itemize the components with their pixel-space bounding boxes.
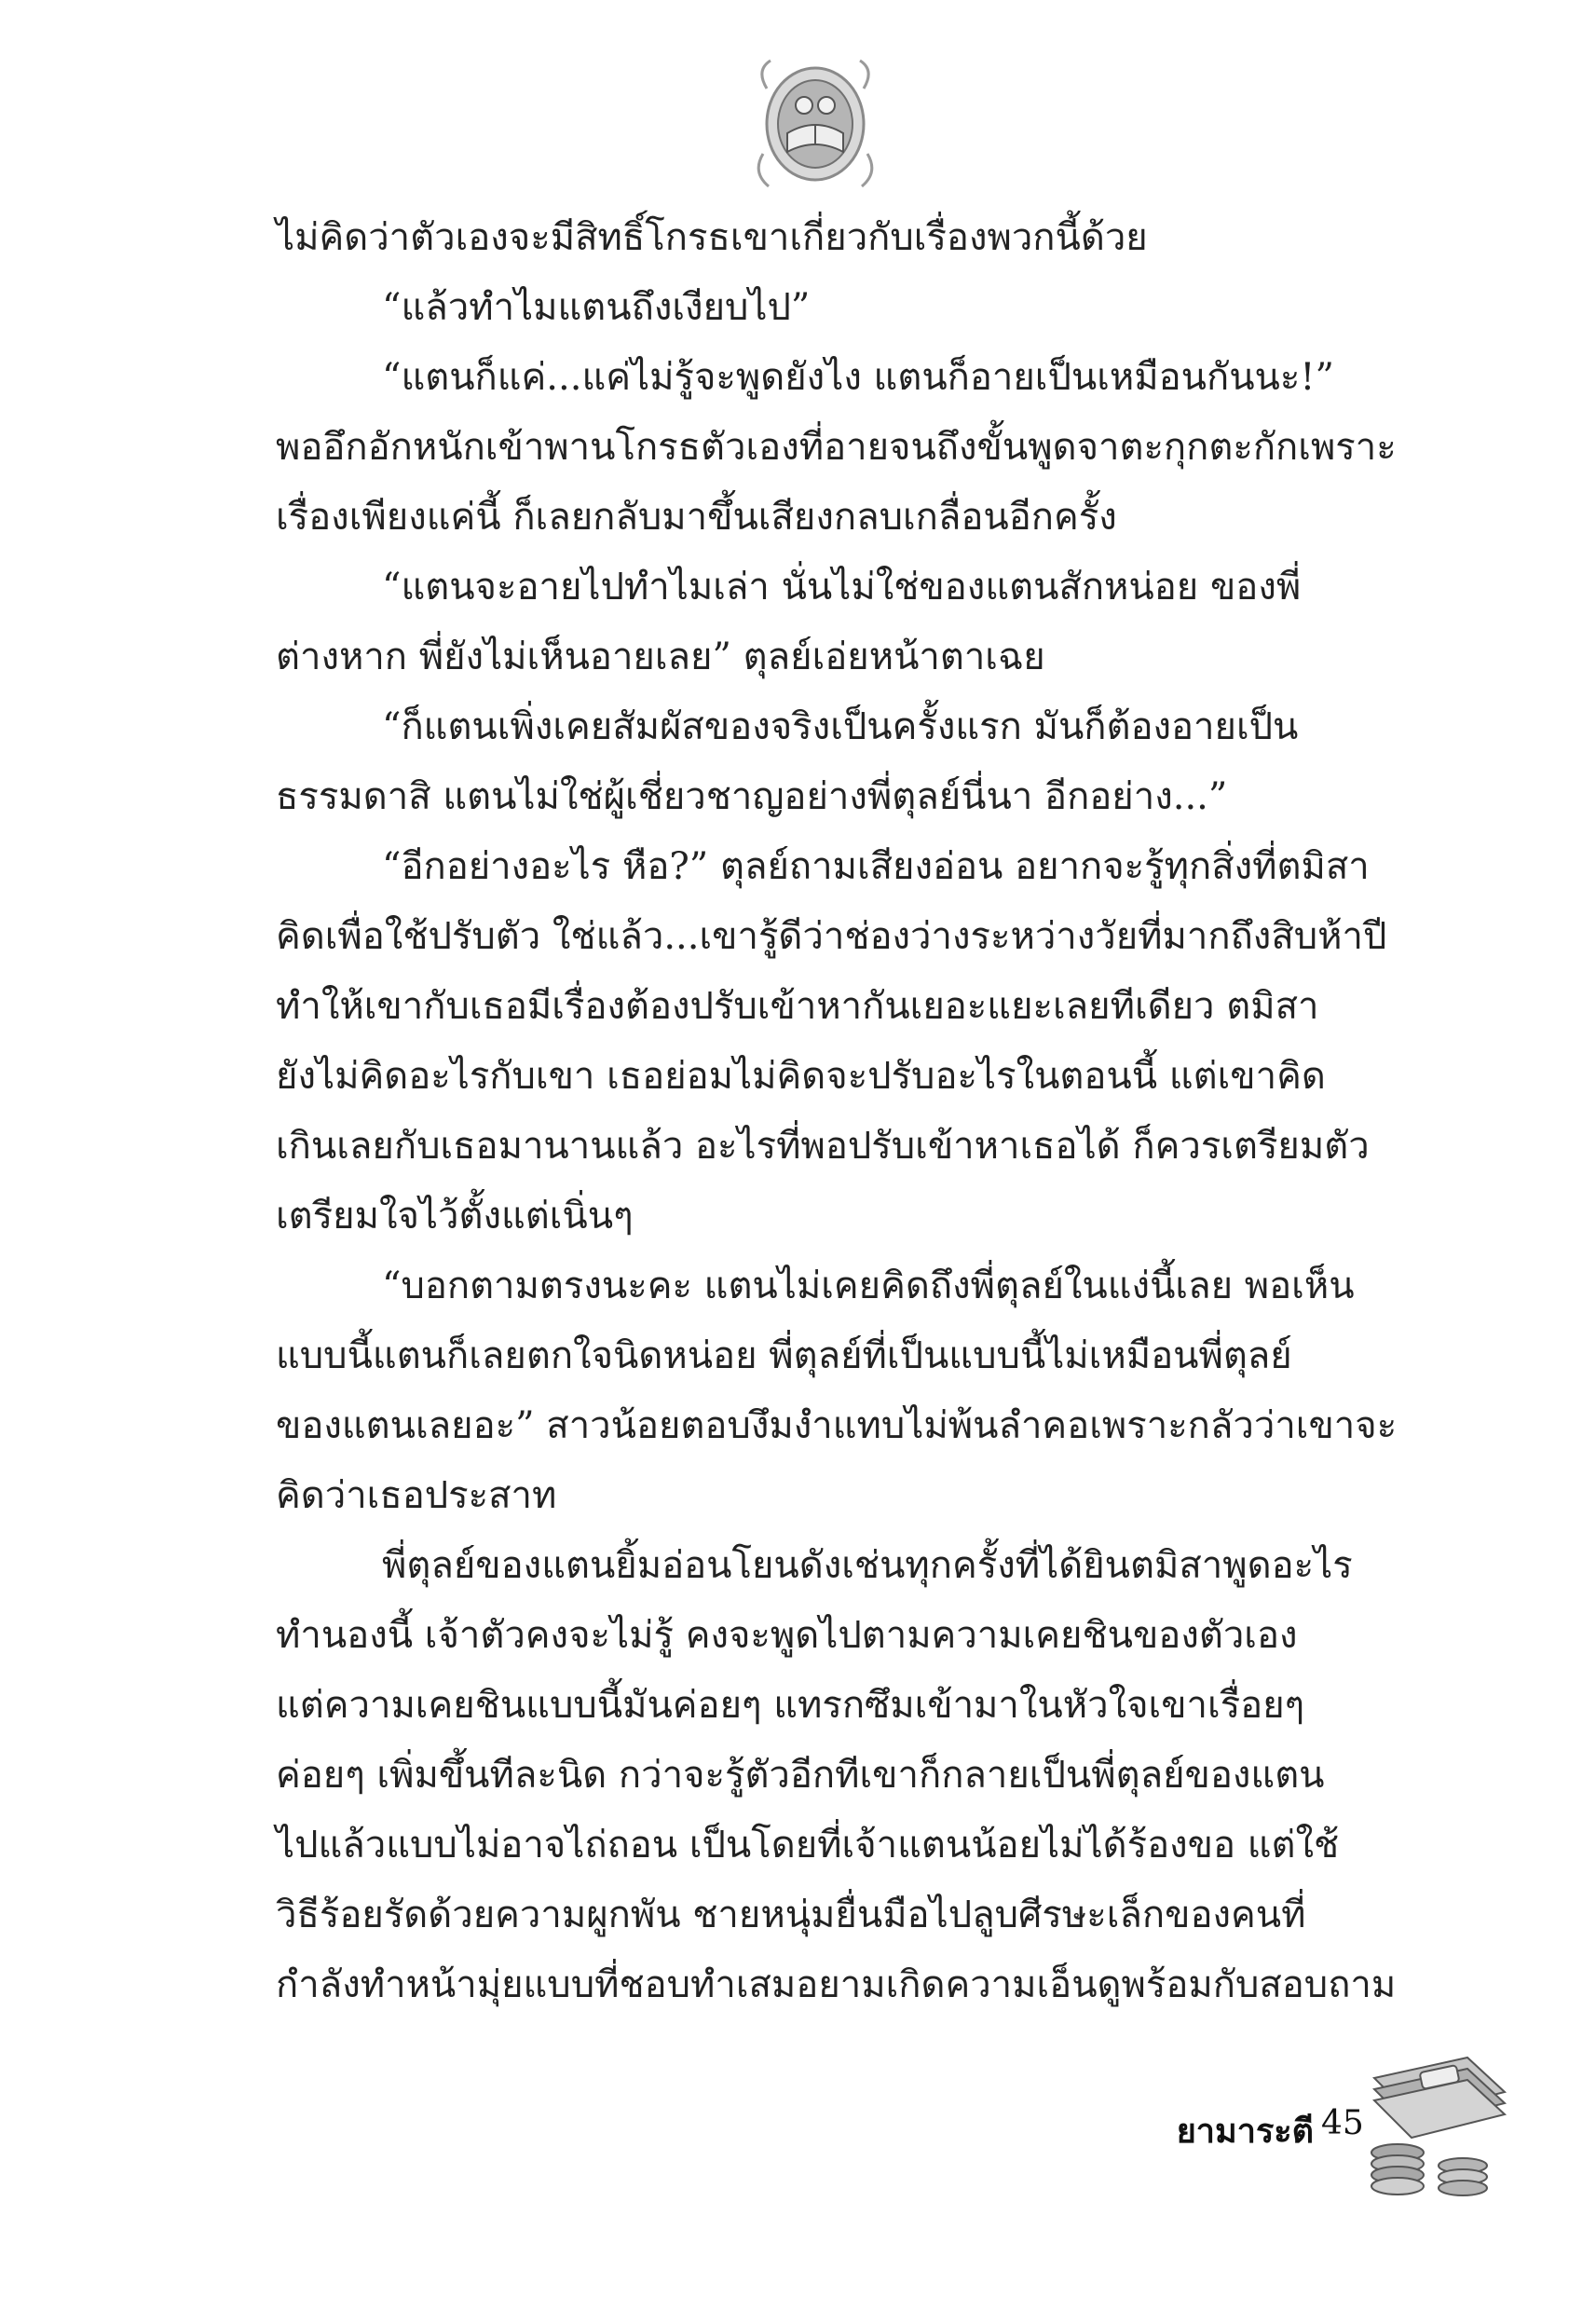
text-line: ค่อยๆ เพิ่มขึ้นทีละนิด กว่าจะรู้ตัวอีกทีเขาก็กลายเป็นพี่ตุลย์ของแตน (276, 1754, 1325, 1797)
money-stack-icon (1356, 2041, 1514, 2208)
running-title: ยามาระตี (1176, 2112, 1314, 2151)
text-line: “บอกตามตรงนะคะ แตนไม่เคยคิดถึงพี่ตุลย์ในแง่นี้เลย พอเห็น (382, 1265, 1355, 1307)
text-line: เกินเลยกับเธอมานานแล้ว อะไรที่พอปรับเข้าหาเธอได้ ก็ควรเตรียมตัว (276, 1125, 1370, 1168)
text-line: ต่างหาก พี่ยังไม่เห็นอายเลย” ตุลย์เอ่ยหน้าตาเฉย (276, 636, 1045, 678)
text-line: ไปแล้วแบบไม่อาจไถ่ถอน เป็นโดยที่เจ้าแตนน้อยไม่ได้ร้องขอ แต่ใช้ (276, 1824, 1340, 1867)
text-line: เรื่องเพียงแค่นี้ ก็เลยกลับมาขึ้นเสียงกลบเกลื่อนอีกครั้ง (276, 496, 1117, 539)
text-line: วิธีร้อยรัดด้วยความผูกพัน ชายหนุ่มยื่นมือไปลูบศีรษะเล็กของคนที่ (276, 1894, 1306, 1936)
text-line: ธรรมดาสิ แตนไม่ใช่ผู้เชี่ยวชาญอย่างพี่ตุลย์นี่นา อีกอย่าง...” (276, 775, 1228, 818)
text-line: พออึกอักหนักเข้าพานโกรธตัวเองที่อายจนถึงขั้นพูดจาตะกุกตะกักเพราะ (276, 426, 1397, 469)
text-line: แต่ความเคยชินแบบนี้มันค่อยๆ แทรกซึมเข้ามาในหัวใจเขาเรื่อยๆ (276, 1684, 1305, 1727)
text-line: แบบนี้แตนก็เลยตกใจนิดหน่อย พี่ตุลย์ที่เป็นแบบนี้ไม่เหมือนพี่ตุลย์ (276, 1334, 1292, 1377)
text-line: ไม่คิดว่าตัวเองจะมีสิทธิ์โกรธเขาเกี่ยวกับเรื่องพวกนี้ด้วย (276, 216, 1148, 259)
text-line: ยังไม่คิดอะไรกับเขา เธอย่อมไม่คิดจะปรับอะไรในตอนนี้ แต่เขาคิด (276, 1055, 1326, 1098)
text-line: ทำให้เขากับเธอมีเรื่องต้องปรับเข้าหากันเยอะแยะเลยทีเดียว ตมิสา (276, 985, 1319, 1028)
text-line: “แตนก็แค่...แค่ไม่รู้จะพูดยังไง แตนก็อายเป็นเหมือนกันนะ!” (382, 356, 1334, 399)
text-line: ของแตนเลยอะ” สาวน้อยตอบงึมงำแทบไม่พ้นลำคอเพราะกลัวว่าเขาจะ (276, 1404, 1398, 1447)
text-line: “อีกอย่างอะไร หือ?” ตุลย์ถามเสียงอ่อน อยากจะรู้ทุกสิ่งที่ตมิสา (382, 845, 1370, 888)
story-text (276, 203, 1416, 2020)
text-line: “ก็แตนเพิ่งเคยสัมผัสของจริงเป็นครั้งแรก มันก็ต้องอายเป็น (382, 705, 1299, 748)
page-number: 45 (1321, 2104, 1364, 2142)
text-line: “แตนจะอายไปทำไมเล่า นั่นไม่ใช่ของแตนสักหน่อย ของพี่ (382, 566, 1302, 609)
ornamental-book-emblem-icon (750, 51, 880, 200)
text-line: “แล้วทำไมแตนถึงเงียบไป” (382, 286, 811, 329)
text-line: ทำนองนี้ เจ้าตัวคงจะไม่รู้ คงจะพูดไปตามความเคยชินของตัวเอง (276, 1614, 1298, 1657)
text-line: กำลังทำหน้ามุ่ยแบบที่ชอบทำเสมอยามเกิดความเอ็นดูพร้อมกับสอบถาม (276, 1963, 1397, 2006)
text-line: คิดเพื่อใช้ปรับตัว ใช่แล้ว...เขารู้ดีว่าช่องว่างระหว่างวัยที่มากถึงสิบห้าปี (276, 915, 1387, 958)
text-line: พี่ตุลย์ของแตนยิ้มอ่อนโยนดังเช่นทุกครั้งที่ได้ยินตมิสาพูดอะไร (382, 1544, 1353, 1587)
text-line: เตรียมใจไว้ตั้งแต่เนิ่นๆ (276, 1195, 634, 1238)
text-line: คิดว่าเธอประสาท (276, 1474, 557, 1517)
